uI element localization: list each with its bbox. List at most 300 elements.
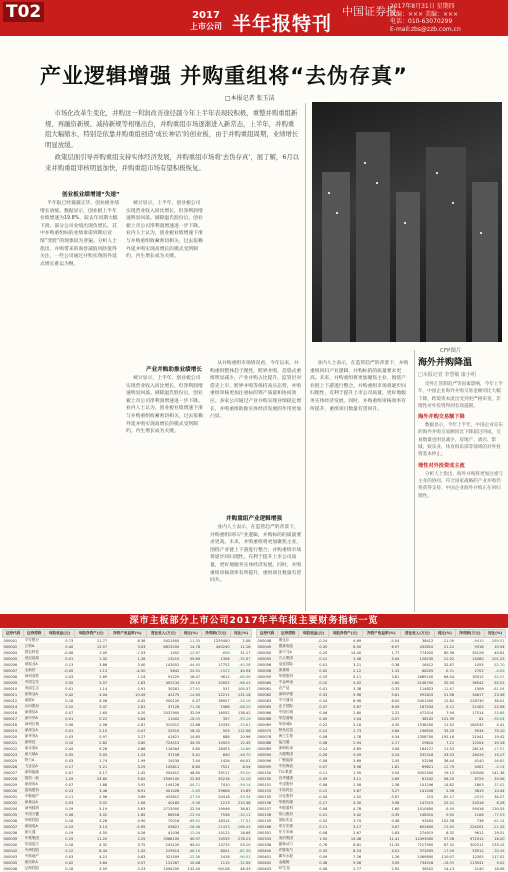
table-cell: 5401000 [400,698,434,704]
table-cell: 深康佳A [24,710,45,716]
table-cell: 18.06 [485,866,506,872]
table-cell: 554412 [146,770,180,776]
table-cell: 中国宝安 [24,680,45,686]
table-cell: 000005 [3,656,24,662]
table-cell: -44.45 [180,662,201,668]
table-cell: 22.68 [180,722,201,728]
sidebar-article [418,355,504,611]
table-cell: 000011 [3,692,24,698]
table-cell: 0.57 [108,860,146,866]
table-cell: 000333 [257,836,278,842]
table-cell: 中国天楹 [24,812,45,818]
table-cell: 2.94 [328,740,362,746]
table-cell: 192.16 [434,734,455,740]
table-cell: 196520 [400,728,434,734]
table-cell: 55216 [201,776,231,782]
table-cell: 7521 [201,764,231,770]
table-cell: 0.11 [45,794,75,800]
table-cell: 4.54 [362,734,400,740]
table-cell: 东旭蓝天 [24,842,45,848]
table-cell: 3.86 [74,662,108,668]
table-cell: 32.05 [434,680,455,686]
table-cell: 4.30 [328,800,362,806]
table-cell: 0.12 [45,848,75,854]
table-cell: 1.95 [328,770,362,776]
table-cell: 广聚能源 [278,758,299,764]
table-cell: 1.60 [362,806,400,812]
table-cell: 中信海直 [278,764,299,770]
table-cell: -18.95 [434,860,455,866]
table-cell: 000096 [257,758,278,764]
table-cell: 4.55 [74,830,108,836]
table-cell: 东方市场 [278,830,299,836]
table-cell: 1.42 [108,848,146,854]
table-cell: 29.10 [180,680,201,686]
table-cell: 0.25 [299,650,329,656]
table-cell: 000338 [257,842,278,848]
table-cell: 81542 [400,776,434,782]
table-cell: -13.80 [434,824,455,830]
table-cell: 2.60 [362,680,400,686]
table-cell: 3.17 [328,824,362,830]
article-byline: □本报记者 张玉洁 [225,95,275,102]
table-cell: 14.13 [434,866,455,872]
table-cell: 000070 [257,728,278,734]
table-cell: 0.33 [299,848,329,854]
table-cell: 金融街 [278,860,299,866]
table-cell: 000018 [3,722,24,728]
table-cell: -11433 [201,824,231,830]
table-cell: 10.44 [485,788,506,794]
table-cell: 国际实业 [278,818,299,824]
table-cell: 592815 [400,692,434,698]
table-cell: 224201 [455,824,485,830]
table-cell: 0.17 [45,764,75,770]
table-cell: 深赛格 [278,668,299,674]
table-cell: 000042 [3,848,24,854]
table-cell: 11.35 [362,842,400,848]
table-cell: 130508 [455,770,485,776]
table-cell: 101246 [400,782,434,788]
table-cell: 000402 [257,860,278,866]
table-cell: 16412 [400,662,434,668]
table-cell: -71.36 [180,704,201,710]
table-cell: 1506 [455,686,485,692]
table-cell: 432810 [400,644,434,650]
table-cell: 0.02 [299,818,329,824]
table-cell: 0.06 [299,710,329,716]
table-cell: 113541 [455,860,485,866]
table-cell: 2.58 [328,782,362,788]
table-cell: 0.07 [299,764,329,770]
table-cell: 68205 [400,668,434,674]
table-cell: 2702 [455,668,485,674]
table-cell: -0.19 [45,824,75,830]
table-cell: 41621 [146,734,180,740]
table-cell: 7410 [201,782,231,788]
table-cell: 10925 [201,680,231,686]
table-cell: 000035 [3,812,24,818]
table-cell: 0.08 [299,830,329,836]
table-cell: 503 [201,728,231,734]
table-cell: 38412 [400,638,434,644]
table-cell: -66.43 [231,680,252,686]
table-cell: 0.19 [45,830,75,836]
table-cell: 2.17 [362,740,400,746]
table-cell: 中集集团 [24,836,45,842]
table-cell: 0.08 [299,866,329,872]
table-cell: 3.38 [328,686,362,692]
table-cell: 32.09 [180,710,201,716]
table-cell: 3.14 [74,824,108,830]
page-header [0,0,508,36]
table-cell: -36.85 [485,758,506,764]
header-series-title: 半年报特刊 [232,13,333,35]
table-cell: -10.66 [231,746,252,752]
table-cell: 1.77 [362,650,400,656]
table-cell: 1.26 [362,854,400,860]
table-cell: 210.38 [231,800,252,806]
table-cell: 4.35 [362,722,400,728]
table-cell: 深圳能源 [24,770,45,776]
table-cell: 3.89 [328,758,362,764]
table-cell: 14.40 [328,650,362,656]
table-cell: 000027 [3,770,24,776]
table-cell: 000400 [257,848,278,854]
table-cell: 0.16 [45,842,75,848]
table-cell: 3.02 [74,812,108,818]
table-cell: 12204 [455,740,485,746]
table-cell: 1.74 [74,758,108,764]
table-cell: 16052 [201,710,231,716]
table-cell: 0.01 [45,716,75,722]
table-cell: 华数传媒 [278,800,299,806]
table-cell: 2.89 [362,776,400,782]
table-cell: 2.77 [328,866,362,872]
table-cell: 深圳机场 [278,746,299,752]
table-cell: 8.54 [231,764,252,770]
header-year-block [190,10,222,32]
table-cell: 274915 [400,830,434,836]
table-cell: 9612 [455,830,485,836]
table-cell: 000060 [257,680,278,686]
table-cell: 000159 [257,818,278,824]
table-cell: -50.71 [180,782,201,788]
table-cell: 000021 [3,740,24,746]
table-cell: 000014 [3,704,24,710]
header-year: 2017 [192,10,220,21]
table-cell: 深桑达A [24,800,45,806]
table-cell: 5.19 [74,806,108,812]
table-cell: 8.24 [328,848,362,854]
table-cell: 0.11 [299,824,329,830]
table-cell: 0.29 [45,806,75,812]
table-cell: -59.14 [231,782,252,788]
table-cell: 65.41 [180,842,201,848]
table-cell: 0.15 [299,728,329,734]
table-cell: 7.26 [328,854,362,860]
table-cell: 000078 [257,734,278,740]
table-cell: 0.01 [45,686,75,692]
table-cell: 16.20 [485,836,506,842]
table-cell: 0.35 [362,812,400,818]
table-cell: 38.01 [485,698,506,704]
table-cell: 000008 [3,674,24,680]
table-cell: 000056 [257,662,278,668]
table-cell: 2.25 [108,836,146,842]
table-cell: 深振业A [24,662,45,668]
table-cell: 2.69 [74,674,108,680]
table-cell: 5.67 [328,704,362,710]
table-cell: 0.47 [108,728,146,734]
table-cell: 36.44 [434,758,455,764]
table-cell: 2.06 [74,722,108,728]
table-cell: 0.01 [299,662,329,668]
table-cell: 34617 [455,692,485,698]
table-cell: 0.07 [45,770,75,776]
table-cell: 000028 [3,776,24,782]
table-cell: 57.58 [434,836,455,842]
table-cell: -95.04 [485,716,506,722]
table-cell: 16.32 [180,728,201,734]
table-cell: 105.37 [231,686,252,692]
table-cell: 8.44 [74,848,108,854]
table-cell: 5.18 [328,722,362,728]
table-cell: 富奥股份 [24,788,45,794]
table-cell: -7.53 [108,650,146,656]
table-cell: 0.42 [45,692,75,698]
table-cell: 1.99 [108,758,146,764]
table-cell: -14.18 [231,776,252,782]
table-cell: -85.47 [434,794,455,800]
table-cell: 59416 [455,806,485,812]
table-cell: 32.87 [434,662,455,668]
table-cell: 724513 [146,740,180,746]
table-cell: 3.06 [362,746,400,752]
table-cell: 12.82 [434,698,455,704]
table-cell: 28453 [201,746,231,752]
table-cell: 000050 [257,650,278,656]
table-cell: 神州长城 [24,722,45,728]
table-cell: 5.09 [328,752,362,758]
table-cell: 许继电气 [278,848,299,854]
table-cell: 5.62 [108,776,146,782]
table-cell: 1.24 [108,674,146,680]
table-cell: 0.22 [299,722,329,728]
table-cell: 0.03 [45,758,75,764]
table-cell: 10335 [201,722,231,728]
table-cell: 深圳华强 [278,692,299,698]
table-header-cell: 同比(%) [231,630,252,638]
table-cell: -6.31 [434,668,455,674]
table-cell: 0.05 [45,752,75,758]
table-cell: 1968 [201,704,231,710]
table-cell: 深科技 [24,740,45,746]
table-cell: 4.37 [180,698,201,704]
table-cell: 14.82 [434,782,455,788]
table-cell: 0.54 [299,698,329,704]
table-cell: 1358700 [400,734,434,740]
table-cell: 申万宏源 [278,824,299,830]
table-cell: 潍柴动力 [278,842,299,848]
table-cell: 6.91 [108,788,146,794]
table-cell: 8.00 [362,698,400,704]
table-cell: 000019 [3,728,24,734]
table-cell: 1.13 [74,668,108,674]
table-cell: 3815 [455,788,485,794]
table-cell: 0.10 [45,740,75,746]
table-cell: 000034 [3,806,24,812]
table-cell: 1.04 [328,716,362,722]
table-cell: 3.84 [74,860,108,866]
table-cell: 69821 [400,764,434,770]
table-cell: 华侨城A [278,722,299,728]
table-cell: 康达尔 [278,638,299,644]
table-cell: 0.12 [299,788,329,794]
table-cell: 1.02 [328,794,362,800]
table-cell: 0.07 [45,710,75,716]
lead-paragraph: 市场化改革生变化，并购这一利润改善途径越今年上半年表现较积极，重整并购重组新规、再融资新规、减持新规等相继出台，并购重组市场逐渐进入新常态，上半年，并购重组大幅缩水，特别是依靠并购重组创造‘成长神话’的创业板，由于并购重组周期，业绩增长明显放缓。 [45,109,299,149]
table-cell: 14.85 [180,734,201,740]
table-cell: 1.50 [299,836,329,842]
table-cell: 0.97 [74,734,108,740]
table-cell: 433612 [146,794,180,800]
table-cell: 114823 [400,686,434,692]
table-cell: 5.11 [328,674,362,680]
table-cell: 31.27 [231,650,252,656]
table-cell: 131.18 [231,692,252,698]
table-cell: 特发信息 [278,728,299,734]
table-cell: 深大通 [24,830,45,836]
table-cell: 888 [201,734,231,740]
table-cell: 0.05 [45,680,75,686]
table-cell: 000048 [257,638,278,644]
table-cell: -32.07 [485,674,506,680]
table-cell: 1452 [146,650,180,656]
table-cell: 29.51 [485,830,506,836]
table-cell: 000099 [257,764,278,770]
table-cell: 14260 [455,656,485,662]
table-cell: 国农科技 [24,650,45,656]
table-cell: 17514 [455,710,485,716]
table-cell: 3.60 [108,740,146,746]
table-cell: 3.55 [74,866,108,872]
table-cell: 000032 [3,800,24,806]
table-cell: 000301 [257,830,278,836]
table-cell: 41036 [146,830,180,836]
table-cell: 天健集团 [278,752,299,758]
meta-line: 电话：010-63070299 [390,18,453,25]
table-cell: 43621 [146,824,180,830]
header-meta [390,3,505,33]
table-cell: 0.22 [74,716,108,722]
table-cell: 8041 [201,848,231,854]
table-cell: 000045 [3,860,24,866]
table-cell: 64.04 [434,674,455,680]
table-cell: 丰原药业 [278,788,299,794]
table-cell: 0.83 [108,854,146,860]
table-cell: 2037900 [146,710,180,716]
table-cell: 11.16 [231,644,252,650]
table-cell: 2.05 [362,758,400,764]
table-cell: 93405 [400,818,434,824]
article-column-4: 业内人士表示，在监管趋严的背景下，并购重组回归产业逻辑，并购标的的质量要求更高。未来，并购重组将更加聚焦主业，围绕产业链上下游进行整合，并购重组市场将逐步回归理性，有利于提升上市公司质量，更好地服务实体经济发展。同时，并购重组审核效率有所提升，重组项目数量有望回升。 [210,525,302,584]
table-cell: 2.67 [328,830,362,836]
table-cell: 川化股份 [278,794,299,800]
table-cell: 102.58 [434,818,455,824]
table-cell: 000100 [257,770,278,776]
table-cell: -1523 [201,668,231,674]
table-cell: -168.43 [231,824,252,830]
table-cell: 1094200 [146,866,180,872]
table-cell: 皇庭国际 [278,662,299,668]
table-cell: 9.58 [328,860,362,866]
table-cell: 132.45 [180,866,201,872]
table-cell: 243120 [146,842,180,848]
table-cell: 0.07 [362,716,400,722]
table-cell: 0.09 [299,854,329,860]
table-cell: 深赤湾A [24,746,45,752]
table-cell: 0.18 [45,866,75,872]
table-cell: 000004 [3,650,24,656]
table-cell: 2.81 [108,704,146,710]
table-cell: -12.04 [180,830,201,836]
table-cell: -2015 [455,794,485,800]
table-cell: 000030 [3,788,24,794]
table-cell: 28114 [455,746,485,752]
table-cell: 000007 [3,668,24,674]
table-cell: 17752 [201,662,231,668]
table-cell: 3368100 [146,836,180,842]
table-cell: 深中华A [24,716,45,722]
table-cell: 11.52 [434,722,455,728]
table-cell: 7.40 [180,758,201,764]
table-cell: 国药一致 [24,776,45,782]
table-cell: -12.67 [180,650,201,656]
table-cell: 000059 [257,674,278,680]
table-cell: 0.18 [45,698,75,704]
table-cell: -77.31 [231,818,252,824]
table-cell: 000065 [257,704,278,710]
table-cell: 000151 [257,782,278,788]
table-cell: 22.54 [180,806,201,812]
table-cell: 23715 [201,842,231,848]
table-cell: 141206 [400,788,434,794]
table-cell: 中航地产 [24,854,45,860]
table-cell: 774020 [400,650,434,656]
table-cell: 492134 [146,680,180,686]
table-cell: 美丽生态 [24,686,45,692]
table-cell: 1.32 [74,656,108,662]
table-cell: -18.05 [180,716,201,722]
table-cell: 11402 [146,716,180,722]
table-cell: 11.77 [74,638,108,644]
table-cell: 372005 [400,848,434,854]
table-cell: 000055 [257,656,278,662]
table-cell: -0.08 [45,650,75,656]
table-cell: 000166 [257,824,278,830]
table-cell: 神州高铁 [24,674,45,680]
table-cell: 0.73 [45,638,75,644]
table-cell: 0.10 [299,680,329,686]
lead-paragraph: 政策层面引导并购重组支持实体经济发展，并购重组市场将‘去伪存真’，展了解，6月以来并购重组审核明显加快，并购重组市场有望积极恢复。 [45,153,300,172]
table-cell: 2418 [201,854,231,860]
table-cell: 3.75 [108,842,146,848]
table-cell: 深天地A [24,752,45,758]
table-cell: 10.54 [485,644,506,650]
table-cell: 0.01 [299,812,329,818]
table-cell: 112.06 [231,728,252,734]
